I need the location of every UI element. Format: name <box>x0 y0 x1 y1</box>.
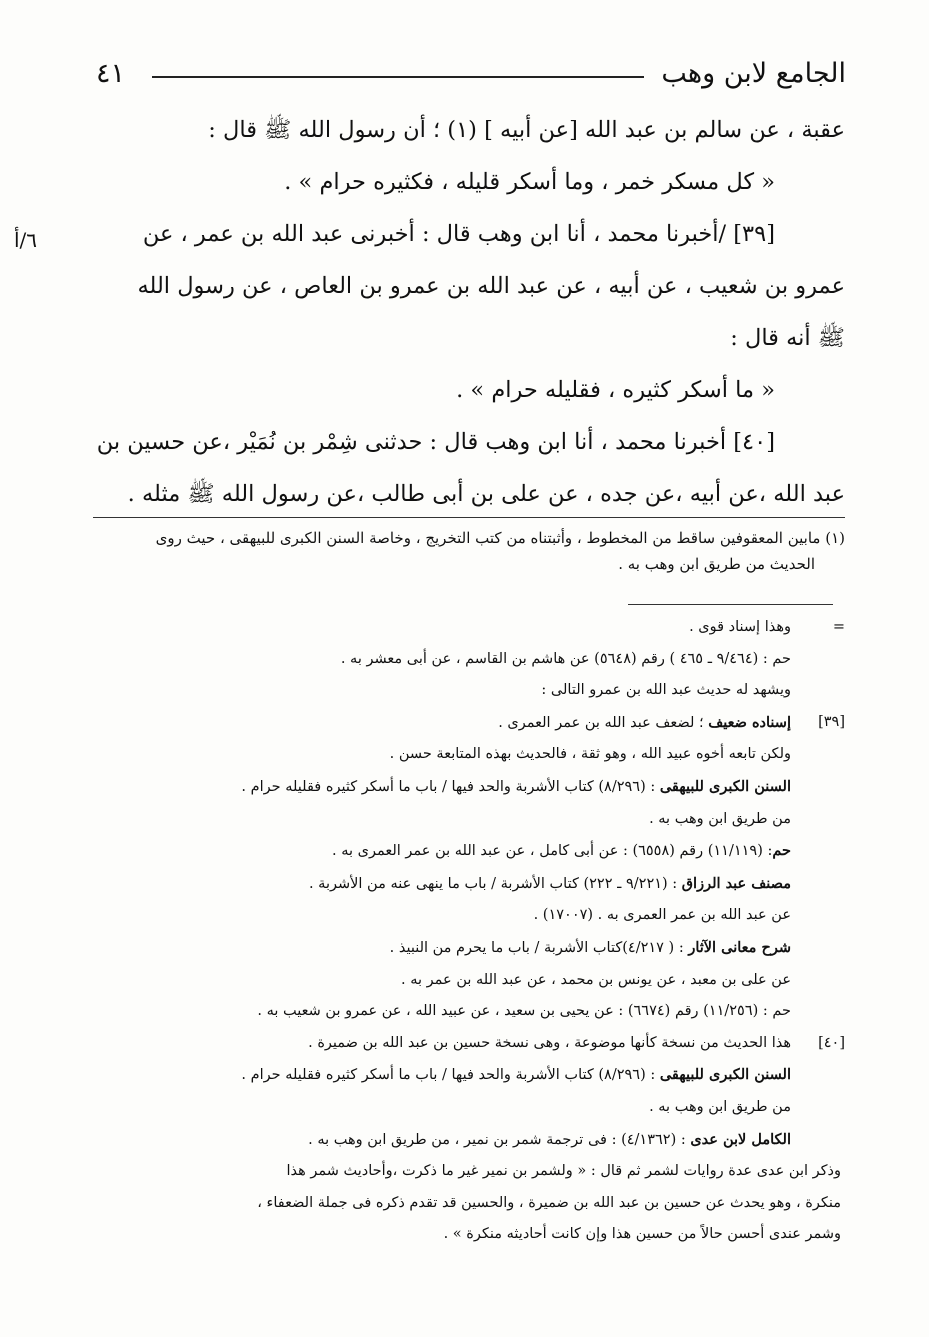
main-line: « ما أسكر كثيره ، فقليله حرام » . <box>456 377 775 403</box>
note-text: ولكن تابعه أخوه عبيد الله ، وهو ثقة ، فالحديث بهذه المتابعة حسن . <box>389 746 791 763</box>
page-header <box>96 56 846 96</box>
note-label: = <box>832 619 845 635</box>
note-label <box>791 965 845 997</box>
note-row <box>93 835 845 868</box>
note-text: وذكر ابن عدى عدة روايات لشمر ثم قال : « ولشمر بن نمير غير ما ذكرت ،وأحاديث شمر هذا <box>286 1163 841 1180</box>
note-text: شرح معانى الآثار : ( ٤/٢١٧)كتاب الأشربة / باب ما يحرم من النبيذ . <box>389 938 791 956</box>
footnote-line: الحديث من طريق ابن وهب به . <box>618 555 815 573</box>
main-line: عمرو بن شعيب ، عن أبيه ، عن عبد الله بن عمرو بن العاص ، عن رسول الله <box>137 273 845 299</box>
note-row <box>93 612 845 644</box>
note-text: وشمر عندى أحسن حالاً من حسين هذا وإن كانت أحاديثه منكرة » . <box>443 1226 841 1243</box>
note-row <box>93 804 845 836</box>
note-text: السنن الكبرى للبيهقى : (٨/٢٩٦) كتاب الأشربة والحد فيها / باب ما أسكر كثيره فقليله حرام . <box>241 777 791 795</box>
folio-margin-note: ٦/أ <box>14 228 38 252</box>
note-text: حم : (٩/٤٦٤ ـ ٤٦٥ ) رقم (٥٦٤٨) عن هاشم بن القاسم ، عن أبى معشر به . <box>340 650 791 667</box>
running-title: الجامع لابن وهب <box>661 58 846 89</box>
note-row <box>93 1219 845 1251</box>
note-text: منكرة ، وهو يحدث عن حسين بن عبد الله بن ضميرة ، والحسين قد تقدم ذكره فى جملة الضعفاء ، <box>257 1194 841 1211</box>
note-text: عن على بن معبد ، عن يونس بن محمد ، عن عبد الله بن عمر به . <box>401 971 791 988</box>
main-line: [٤٠] أخبرنا محمد ، أنا ابن وهب قال : حدثنى شِمْر بن نُمَيْر ،عن حسين بن <box>96 429 775 455</box>
note-text: حم : (١١/٢٥٦) رقم (٦٦٧٤) : عن يحيى بن سعيد ، عن عبيد الله ، عن عمرو بن شعيب به . <box>257 1003 791 1020</box>
takhrij-notes <box>93 612 845 1251</box>
note-source: إسناده ضعيف <box>708 713 791 731</box>
note-label <box>791 644 845 676</box>
note-label <box>791 739 845 771</box>
note-text: هذا الحديث من نسخة كأنها موضوعة ، وهى نسخة حسين بن عبد الله بن ضميرة . <box>308 1034 791 1051</box>
footnote-line: (١) مابين المعقوفين ساقط من المخطوط ، وأثبتناه من كتب التخريج ، وخاصة السنن الكبرى للبيهقى ، حيث روى <box>155 529 845 547</box>
note-row <box>93 1092 845 1124</box>
note-row <box>93 932 845 965</box>
note-row <box>93 1059 845 1092</box>
note-label: [٣٩] <box>818 713 845 730</box>
note-label <box>791 868 845 901</box>
main-line: ﷺ أنه قال : <box>730 325 845 351</box>
note-label <box>791 1059 845 1092</box>
note-row <box>93 868 845 901</box>
note-text: مصنف عبد الرزاق : (٩/٢٢١ ـ ٢٢٢) كتاب الأشربة / باب ما ينهى عنه من الأشربة . <box>308 874 791 892</box>
note-row <box>93 1124 845 1157</box>
note-label <box>791 996 845 1028</box>
main-line: [٣٩] /أخبرنا محمد ، أنا ابن وهب قال : أخبرنى عبد الله بن عمر ، عن <box>142 221 775 247</box>
note-text: من طريق ابن وهب به . <box>649 810 791 827</box>
note-text: من طريق ابن وهب به . <box>649 1098 791 1115</box>
main-line: عبد الله ،عن أبيه ،عن جده ، عن على بن أبى طالب ،عن رسول الله ﷺ مثله . <box>127 481 845 507</box>
header-rule <box>152 76 644 78</box>
note-row <box>93 644 845 676</box>
note-row <box>93 771 845 804</box>
note-source: مصنف عبد الرزاق <box>681 874 791 892</box>
note-source: السنن الكبرى للبيهقى <box>659 1066 791 1084</box>
note-row <box>93 900 845 932</box>
note-text: ويشهد له حديث عبد الله بن عمرو التالى : <box>541 682 791 699</box>
note-text: وهذا إسناد قوى . <box>689 619 791 635</box>
note-source: الكامل لابن عدى <box>690 1130 791 1148</box>
note-label <box>791 804 845 836</box>
footnote-separator <box>93 517 845 518</box>
page-number: ٤١ <box>96 58 126 89</box>
note-label <box>791 835 845 868</box>
notes-separator <box>628 604 833 605</box>
note-row <box>93 739 845 771</box>
note-row <box>93 996 845 1028</box>
note-label <box>791 1124 845 1157</box>
note-label <box>791 675 845 707</box>
note-source: حم <box>772 842 791 860</box>
note-text: حم: (١١/١١٩) رقم (٦٥٥٨) : عن أبى كامل ، عن عبد الله بن عمر العمرى به . <box>332 842 791 860</box>
note-row <box>93 965 845 997</box>
main-text <box>93 104 845 520</box>
note-label <box>791 1092 845 1124</box>
main-line: « كل مسكر خمر ، وما أسكر قليله ، فكثيره حرام » . <box>284 169 775 195</box>
note-row <box>93 1156 845 1188</box>
note-label <box>791 932 845 965</box>
note-row <box>93 1188 845 1220</box>
note-text: إسناده ضعيف ؛ لضعف عبد الله بن عمر العمرى . <box>498 713 791 731</box>
note-label <box>791 900 845 932</box>
note-row <box>93 1028 845 1060</box>
note-text: الكامل لابن عدى : (٤/١٣٦٢) : فى ترجمة شمر بن نمير ، من طريق ابن وهب به . <box>308 1130 791 1148</box>
note-text: عن عبد الله بن عمر العمرى به . (١٧٠٠٧) . <box>533 907 791 924</box>
note-source: السنن الكبرى للبيهقى <box>659 777 791 795</box>
note-row <box>93 675 845 707</box>
footnote <box>93 525 845 577</box>
note-text: السنن الكبرى للبيهقى : (٨/٢٩٦) كتاب الأشربة والحد فيها / باب ما أسكر كثيره فقليله حرام . <box>241 1066 791 1084</box>
note-source: شرح معانى الآثار <box>688 938 791 956</box>
note-row <box>93 707 845 740</box>
note-label <box>791 771 845 804</box>
note-label: [٤٠] <box>818 1034 845 1051</box>
main-line: عقبة ، عن سالم بن عبد الله [عن أبيه ] (١) ؛ أن رسول الله ﷺ قال : <box>208 117 845 143</box>
